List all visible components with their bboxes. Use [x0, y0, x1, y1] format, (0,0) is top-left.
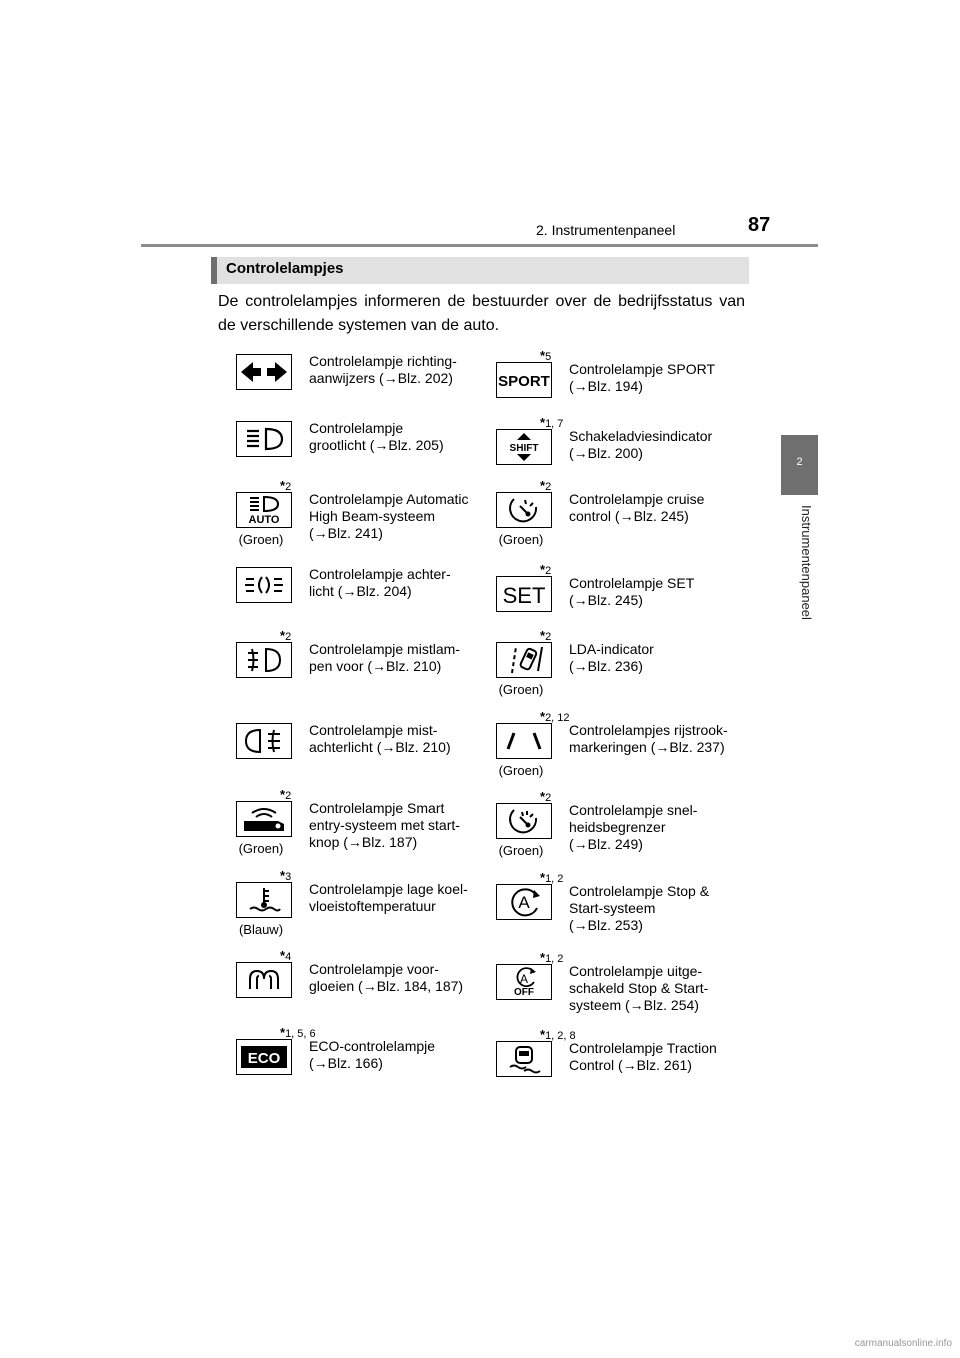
stop-start-icon [496, 884, 552, 920]
footnote-marker: *2 [280, 787, 292, 802]
eco-icon [236, 1039, 292, 1075]
footnote-marker: *5 [540, 348, 552, 363]
footnote-marker: *1, 2 [540, 950, 564, 965]
indicator-color: (Groen) [498, 532, 544, 547]
indicator-glow-plug [214, 948, 479, 1042]
svg-text:SPORT: SPORT [498, 373, 550, 390]
indicator-color: (Groen) [498, 682, 544, 697]
indicator-speed-limiter [474, 789, 739, 883]
indicator-cruise-control [474, 478, 739, 572]
chapter-tab: 2 [781, 435, 818, 495]
indicator-description: LDA-indicator (→Blz. 236) [569, 641, 654, 674]
shift-icon [496, 429, 552, 465]
footnote-marker: *2 [540, 789, 552, 804]
lane-markings-icon [496, 723, 552, 759]
footnote-marker: *1, 2, 8 [540, 1027, 576, 1042]
indicator-description: Controlelampje richting- aanwijzers (→Blz. 202) [309, 353, 457, 386]
footnote-marker: *1, 5, 6 [280, 1025, 316, 1040]
svg-text:OFF: OFF [514, 987, 534, 997]
indicator-description: Controlelampje Traction Control (→Blz. 261) [569, 1040, 717, 1073]
rear-fog-icon [236, 723, 292, 759]
svg-text:A: A [518, 893, 530, 912]
header-rule [141, 244, 818, 247]
indicator-description: Controlelampje cruise control (→Blz. 245) [569, 491, 705, 524]
indicator-description: Controlelampje Smart entry-systeem met start- knop (→Blz. 187) [309, 800, 460, 850]
watermark: carmanualsonline.info [854, 1338, 952, 1349]
indicator-description: Controlelampje SPORT (→Blz. 194) [569, 361, 716, 394]
svg-text:SET: SET [502, 583, 546, 608]
lda-icon [496, 642, 552, 678]
footnote-marker: *2 [280, 628, 292, 643]
indicator-description: Controlelampje uitge- schakeld Stop & Start- systeem (→Blz. 254) [569, 963, 709, 1013]
indicator-description: Controlelampje mistlam- pen voor (→Blz. 210) [309, 641, 460, 674]
indicator-color: (Groen) [238, 841, 284, 856]
indicator-description: Controlelampje Stop & Start-systeem (→Blz. 253) [569, 883, 710, 933]
front-fog-icon [236, 642, 292, 678]
indicator-color: (Groen) [238, 532, 284, 547]
footnote-marker: *2 [540, 478, 552, 493]
set-icon [496, 576, 552, 612]
sport-icon [496, 362, 552, 398]
low-coolant-temp-icon [236, 882, 292, 918]
indicator-stop-start-off [474, 950, 739, 1044]
footnote-marker: *4 [280, 948, 292, 963]
footnote-marker: *2 [540, 628, 552, 643]
indicator-stop-start [474, 870, 739, 964]
footnote-marker: *3 [280, 868, 292, 883]
indicator-tail-light [214, 567, 479, 647]
svg-text:SHIFT: SHIFT [509, 443, 539, 454]
indicator-color: (Blauw) [238, 922, 284, 937]
indicator-description: Controlelampje grootlicht (→Blz. 205) [309, 420, 444, 453]
chapter-side-label: Instrumentenpaneel [799, 505, 814, 620]
indicator-front-fog [214, 628, 479, 722]
indicator-description: Controlelampje Automatic High Beam-systeem (→Blz. 241) [309, 491, 469, 541]
footnote-marker: *2 [280, 478, 292, 493]
svg-text:A: A [519, 972, 529, 986]
indicator-traction-control [474, 1027, 739, 1121]
high-beam-icon [236, 421, 292, 457]
indicator-smart-entry [214, 787, 479, 881]
traction-control-icon [496, 1041, 552, 1077]
footnote-marker: *2 [540, 562, 552, 577]
indicator-description: ECO-controlelampje (→Blz. 166) [309, 1038, 436, 1071]
footnote-marker: *2, 12 [540, 709, 570, 724]
indicator-description: Controlelampje lage koel- vloeistoftemperatuur [309, 881, 468, 914]
indicator-description: Controlelampje mist- achterlicht (→Blz. 210) [309, 722, 451, 755]
indicator-lda [474, 628, 739, 722]
indicator-description: Controlelampje achter- licht (→Blz. 204) [309, 566, 451, 599]
section-title: Controlelampjes [226, 260, 344, 277]
glow-plug-icon [236, 962, 292, 998]
indicator-rear-fog [214, 723, 479, 803]
indicator-description: Schakeladviesindicator (→Blz. 200) [569, 428, 713, 461]
cruise-control-icon [496, 492, 552, 528]
section-heading-bar [211, 257, 217, 284]
indicator-description: Controlelampje SET (→Blz. 245) [569, 575, 695, 608]
tail-light-icon [236, 567, 292, 603]
stop-start-off-icon [496, 964, 552, 1000]
auto-high-beam-icon [236, 492, 292, 528]
indicator-description: Controlelampjes rijstrook- markeringen (→Blz. 237) [569, 722, 728, 755]
speed-limiter-icon [496, 803, 552, 839]
turn-signal-icon [236, 354, 292, 390]
page-number: 87 [748, 214, 771, 236]
chapter-header: 2. Instrumentenpaneel [536, 222, 676, 238]
svg-text:AUTO: AUTO [248, 514, 280, 525]
footnote-marker: *1, 7 [540, 415, 564, 430]
indicator-lane-markings [474, 709, 739, 803]
svg-text:ECO: ECO [247, 1050, 281, 1067]
indicator-color: (Groen) [498, 763, 544, 778]
indicator-eco [214, 1025, 479, 1119]
smart-entry-icon [236, 801, 292, 837]
indicator-description: Controlelampje snel- heidsbegrenzer (→Blz. 249) [569, 802, 698, 852]
indicator-color: (Groen) [498, 843, 544, 858]
indicator-auto-high-beam [214, 478, 479, 572]
indicator-low-coolant-temp [214, 868, 479, 962]
intro-paragraph: De controlelampjes informeren de bestuurder over de bedrijfsstatus van de verschillende systemen van de auto. [218, 293, 745, 334]
footnote-marker: *1, 2 [540, 870, 564, 885]
section-heading [211, 257, 749, 284]
indicator-high-beam [214, 421, 479, 501]
indicator-description: Controlelampje voor- gloeien (→Blz. 184, 187) [309, 961, 464, 994]
